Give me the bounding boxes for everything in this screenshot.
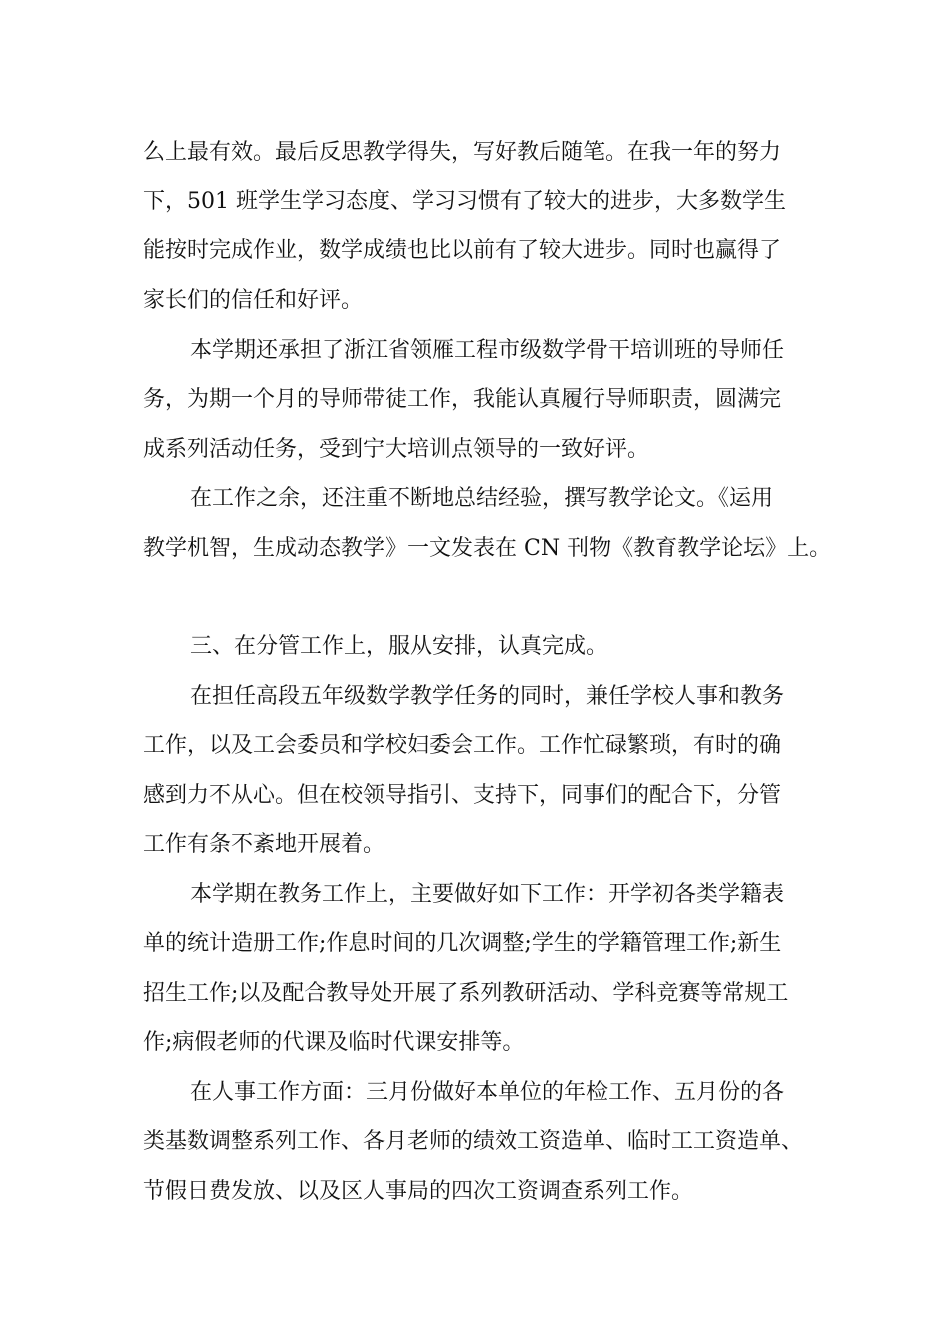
paragraph-first-line: 在人事工作方面：三月份做好本单位的年检工作、五月份的各 <box>190 1080 785 1105</box>
text-line: 单的统计造册工作;作息时间的几次调整;学生的学籍管理工作;新生 <box>143 931 782 956</box>
text-line: 教学机智，生成动态教学》一文发表在 CN 刊物《教育教学论坛》上。 <box>143 536 832 561</box>
paragraph-first-line: 在担任高段五年级数学教学任务的同时，兼任学校人事和教务 <box>190 684 785 709</box>
section-heading: 三、在分管工作上，服从安排，认真完成。 <box>190 634 609 659</box>
text-line: 招生工作;以及配合教导处开展了系列教研活动、学科竞赛等常规工 <box>143 981 789 1006</box>
text-line: 工作，以及工会委员和学校妇委会工作。工作忙碌繁琐，有时的确 <box>143 733 782 758</box>
paragraph-first-line: 本学期还承担了浙江省领雁工程市级数学骨干培训班的导师任 <box>190 338 785 363</box>
paragraph-first-line: 本学期在教务工作上，主要做好如下工作：开学初各类学籍表 <box>190 882 785 907</box>
text-line: 工作有条不紊地开展着。 <box>143 832 386 857</box>
text-line: 下，501 班学生学习态度、学习习惯有了较大的进步，大多数学生 <box>143 189 786 214</box>
text-line: 务，为期一个月的导师带徒工作，我能认真履行导师职责，圆满完 <box>143 387 782 412</box>
text-line: 类基数调整系列工作、各月老师的绩效工资造单、临时工工资造单、 <box>143 1129 804 1154</box>
text-line: 么上最有效。最后反思教学得失，写好教后随笔。在我一年的努力 <box>143 140 782 165</box>
text-line: 家长们的信任和好评。 <box>143 288 364 313</box>
text-line: 能按时完成作业，数学成绩也比以前有了较大进步。同时也赢得了 <box>143 238 782 263</box>
text-line: 节假日费发放、以及区人事局的四次工资调查系列工作。 <box>143 1179 694 1204</box>
text-line: 成系列活动任务，受到宁大培训点领导的一致好评。 <box>143 437 650 462</box>
paragraph-first-line: 在工作之余，还注重不断地总结经验，撰写教学论文。《运用 <box>190 486 774 511</box>
text-line: 作;病假老师的代课及临时代课安排等。 <box>143 1030 525 1055</box>
text-line: 感到力不从心。但在校领导指引、支持下，同事们的配合下，分管 <box>143 783 782 808</box>
